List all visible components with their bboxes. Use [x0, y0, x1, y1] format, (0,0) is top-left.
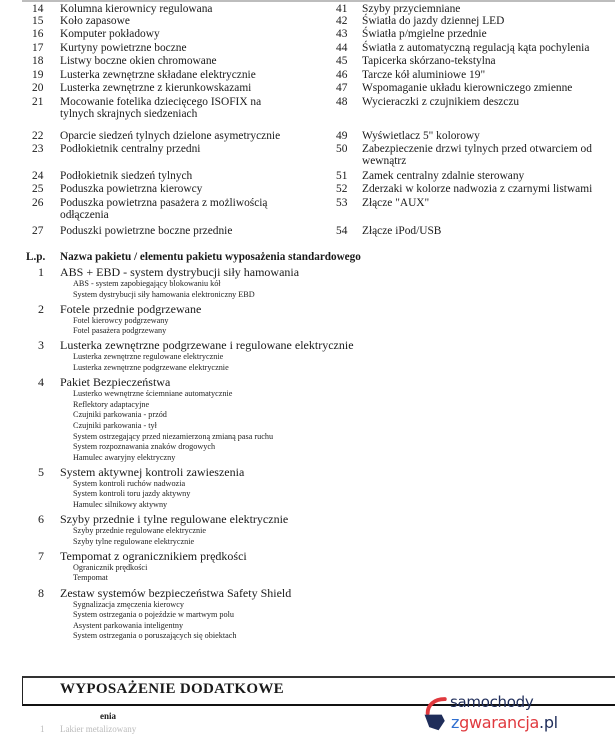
extra-column-header: enia — [100, 711, 117, 721]
standard-item-text-continued: tylnych skrajnych siedzeniach — [60, 108, 198, 120]
standard-item-text: Lusterka zewnętrzne składane elektrycznie — [60, 69, 256, 81]
package-element: Hamulec silnikowy aktywny — [73, 500, 168, 509]
package-element: Szyby przednie regulowane elektrycznie — [73, 526, 206, 536]
standard-item-text: Tapicerka skórzano-tekstylna — [362, 55, 496, 67]
standard-item-number: 48 — [336, 96, 348, 108]
standard-item-number: 15 — [32, 15, 44, 27]
package-number: 7 — [38, 548, 44, 563]
package-number: 8 — [38, 585, 44, 600]
standard-item-number: 45 — [336, 55, 348, 67]
standard-item-number: 16 — [32, 28, 44, 40]
standard-item-text: Komputer pokładowy — [60, 28, 160, 40]
standard-item-number: 22 — [32, 130, 44, 142]
standard-item-text: Złącze iPod/USB — [362, 225, 442, 237]
package-element: Ogranicznik prędkości — [73, 562, 148, 572]
standard-item-number: 47 — [336, 82, 348, 94]
extra-item-number: 1 — [40, 724, 45, 734]
standard-item-number: 24 — [32, 170, 44, 182]
package-element: Lusterka zewnętrzne podgrzewane elektrycznie — [73, 363, 229, 372]
package-number: 1 — [38, 265, 44, 279]
standard-item-number: 50 — [336, 143, 348, 155]
package-name: Zestaw systemów bezpieczeństwa Safety Shield — [60, 585, 292, 600]
standard-item-number: 46 — [336, 69, 348, 81]
package-element: System kontroli toru jazdy aktywny — [73, 489, 191, 499]
standard-item-text: Wyświetlacz 5" kolorowy — [362, 130, 480, 142]
standard-item-text: Wycieraczki z czujnikiem deszczu — [362, 96, 520, 108]
standard-item-number: 18 — [32, 55, 44, 67]
standard-item-text: Poduszki powietrzne boczne przednie — [60, 225, 233, 237]
package-element: Czujniki parkowania - tył — [73, 420, 157, 430]
package-element: Reflektory adaptacyjne — [73, 399, 150, 409]
standard-item-text: Światła z automatyczną regulacją kąta pochylenia — [362, 42, 590, 54]
standard-item-number: 44 — [336, 42, 348, 54]
standard-item-text: Szyby przyciemniane — [362, 3, 461, 15]
standard-item-text: Tarcze kół aluminiowe 19" — [362, 69, 486, 81]
standard-item-number: 27 — [32, 225, 44, 237]
steering-wheel-icon — [420, 696, 454, 738]
watermark-logo — [420, 693, 595, 738]
standard-item-number: 53 — [336, 197, 348, 209]
package-number: 6 — [38, 512, 44, 527]
package-element: Szyby tylne regulowane elektrycznie — [73, 536, 195, 546]
standard-item-text: Kolumna kierownicy regulowana — [60, 3, 213, 15]
package-name: Fotele przednie podgrzewane — [60, 301, 202, 316]
standard-item-number: 42 — [336, 15, 348, 27]
standard-item-text: Zderzaki w kolorze nadwozia z czarnymi listwami — [362, 183, 593, 195]
package-element: System ostrzegania o pojeździe w martwym polu — [73, 610, 234, 620]
package-element: Asystent parkowania inteligentny — [73, 620, 184, 630]
standard-item-text: Mocowanie fotelika dziecięcego ISOFIX na — [60, 96, 262, 108]
top-border — [22, 0, 615, 2]
standard-item-text: Złącze "AUX" — [362, 197, 430, 209]
standard-item-number: 23 — [32, 143, 44, 155]
watermark-pl: .pl — [539, 713, 558, 732]
package-element: Fotel kierowcy podgrzewany — [73, 315, 169, 325]
package-element: System ostrzegający przed niezamierzoną zmianą pasa ruchu — [73, 431, 274, 441]
standard-item-text: Listwy boczne okien chromowane — [60, 55, 217, 67]
standard-item-number: 41 — [336, 3, 348, 15]
standard-item-text: Światła p/mgielne przednie — [362, 28, 487, 40]
standard-item-number: 54 — [336, 225, 348, 237]
package-element: Sygnalizacja zmęczenia kierowcy — [73, 599, 184, 609]
standard-item-number: 17 — [32, 42, 44, 54]
package-number: 5 — [38, 464, 44, 479]
standard-item-text: Światła do jazdy dziennej LED — [362, 15, 505, 27]
package-number: 2 — [38, 301, 44, 316]
package-element: Hamulec awaryjny elektryczny — [73, 452, 176, 462]
standard-item-text: Zabezpieczenie drzwi tylnych przed otwarciem od — [362, 143, 592, 155]
packages-table-header — [26, 251, 361, 263]
standard-item-text-continued: odłączenia — [60, 209, 109, 221]
standard-item-text: Podłokietnik siedzeń tylnych — [60, 170, 193, 182]
standard-item-text: Podłokietnik centralny przedni — [60, 143, 201, 155]
watermark-domain — [451, 713, 558, 732]
package-element: Lusterko wewnętrzne ściemniane automatycznie — [73, 389, 233, 399]
standard-item-number: 51 — [336, 170, 348, 182]
watermark-z: z — [451, 713, 460, 732]
package-element: ABS - system zapobiegający blokowaniu kół — [73, 279, 221, 288]
package-name: ABS + EBD - system dystrybucji siły hamowania — [60, 265, 300, 279]
package-element: Fotel pasażera podgrzewany — [73, 326, 167, 336]
package-name: Szyby przednie i tylne regulowane elektrycznie — [60, 512, 289, 527]
standard-item-number: 49 — [336, 130, 348, 142]
standard-item-number: 52 — [336, 183, 348, 195]
standard-item-text: Koło zapasowe — [60, 15, 130, 27]
standard-item-text: Poduszka powietrzna pasażera z możliwością — [60, 197, 268, 209]
watermark-gwarancja: gwarancja — [459, 713, 540, 732]
package-name: Pakiet Bezpieczeństwa — [60, 375, 171, 390]
package-element: Czujniki parkowania - przód — [73, 410, 167, 420]
standard-item-number: 43 — [336, 28, 348, 40]
standard-item-number: 25 — [32, 183, 44, 195]
package-number: 3 — [38, 338, 44, 353]
standard-item-number: 26 — [32, 197, 44, 209]
package-element: System ostrzegania o poruszających się obiektach — [73, 631, 237, 641]
package-element: Tempomat — [73, 573, 108, 583]
standard-item-text: Zamek centralny zdalnie sterowany — [362, 170, 525, 182]
standard-item-text: Lusterka zewnętrzne z kierunkowskazami — [60, 82, 252, 94]
standard-item-number: 21 — [32, 96, 44, 108]
package-name-header: Nazwa pakietu / elementu pakietu wyposażenia standardowego — [60, 251, 361, 263]
standard-item-number: 19 — [32, 69, 44, 81]
package-name: System aktywnej kontroli zawieszenia — [60, 464, 245, 479]
package-number: 4 — [38, 375, 44, 390]
package-name: Tempomat z ogranicznikiem prędkości — [60, 548, 247, 563]
lp-header: L.p. — [26, 251, 46, 263]
package-element: System kontroli ruchów nadwozia — [73, 478, 186, 488]
package-element: Lusterka zewnętrzne regulowane elektrycznie — [73, 352, 224, 362]
standard-item-number: 20 — [32, 82, 44, 94]
extra-equipment-title: WYPOSAŻENIE DODATKOWE — [60, 681, 284, 697]
package-element: System rozpoznawania znaków drogowych — [73, 442, 216, 452]
standard-item-number: 14 — [32, 3, 44, 15]
package-name: Lusterka zewnętrzne podgrzewane i regulowane elektrycznie — [60, 338, 354, 353]
standard-item-text: Poduszka powietrzna kierowcy — [60, 183, 203, 195]
watermark-samochody: samochody — [450, 693, 534, 711]
standard-item-text: Wspomaganie układu kierowniczego zmienne — [362, 82, 573, 94]
standard-item-text: Oparcie siedzeń tylnych dzielone asymetrycznie — [60, 130, 281, 142]
package-element: System dystrybucji siły hamowania elektroniczny EBD — [73, 289, 255, 299]
standard-item-text-continued: wewnątrz — [362, 155, 407, 167]
standard-item-text: Kurtyny powietrzne boczne — [60, 42, 187, 54]
extra-item-name: Lakier metalizowany — [60, 724, 137, 734]
